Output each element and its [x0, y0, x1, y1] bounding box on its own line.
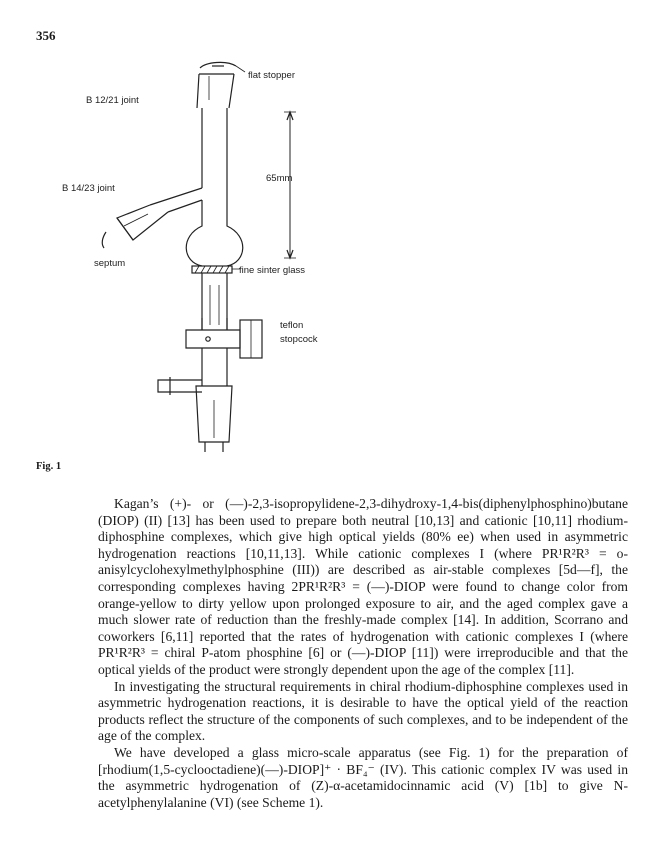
page-number: 356 — [36, 28, 56, 43]
lower-tube — [202, 273, 227, 330]
flat-stopper — [200, 62, 236, 68]
figure-caption: Fig. 1 — [36, 461, 62, 472]
label-dimension: 65mm — [266, 173, 293, 184]
label-flat-stopper: flat stopper — [248, 70, 295, 81]
label-stopcock: stopcock — [280, 334, 318, 345]
septum-pointer — [102, 232, 106, 248]
paragraph: In investigating the structural requirements in chiral rhodium-diphosphine complexes used in asymmetric hydrogenation reactions, it is desirable to have the optical yield of the reaction products reflect the structure of the components of such complexes, and to be independent of the age of the complex. — [98, 678, 628, 744]
body-text — [98, 496, 628, 811]
label-sinter: fine sinter glass — [239, 265, 306, 276]
top-joint — [197, 74, 234, 108]
side-arm — [150, 178, 227, 205]
paragraph: We have developed a glass micro-scale apparatus (see Fig. 1) for the preparation of [rhodium(1,5-cyclooctadiene)(—)-DIOP]⁺ · BF₄⁻ (IV). This cationic complex IV was used in the asymmetric hydrogenation of (Z)-α-acetamidocinnamic acid (V) [1b] to give N-acetylphenylalanine (VI) (see Scheme 1). — [98, 744, 628, 810]
upper-tube — [202, 108, 227, 188]
side-joint — [117, 205, 168, 240]
paragraph: Kagan’s (+)- or (—)-2,3-isopropylidene-2,3-dihydroxy-1,4-bis(diphenylphosphino)butane (DIOP) (II) [13] has been used to prepare both neutral [10,13] and cationic [10,11] rhodium-diphosphine complexes, which give high optical yields (80% ee) when used in asymmetric hydrogenation reactions [10,11,13]. While cationic complexes I (where PR¹R²R³ = o-anisylcyclohexylmethylphosphine (III)) are described as air-stable complexes [5d—f], the corresponding complexes having 2PR¹R²R³ = (—)-DIOP were found to change color from orange-yellow to dirty yellow upon prolonged exposure to air, and the aged complex gave a much slower rate of reduction than the freshly-made complex [14]. In addition, Scorrano and coworkers [6,11] reported that the rates of hydrogenation with cationic complexes I (where PR¹R²R³ = chiral P-atom phosphine [6] or (—)-DIOP [11]) were irreproducible and that the optical yields of the product were strongly dependent upon the age of the complex [11]. — [98, 496, 628, 677]
stopcock-bore — [206, 337, 210, 341]
stopcock-barrel — [186, 330, 240, 348]
label-septum: septum — [94, 258, 126, 269]
bulb — [186, 178, 243, 266]
label-joint-side: B 14/23 joint — [62, 183, 115, 194]
label-joint-top: B 12/21 joint — [86, 95, 139, 106]
label-teflon: teflon — [280, 320, 304, 331]
